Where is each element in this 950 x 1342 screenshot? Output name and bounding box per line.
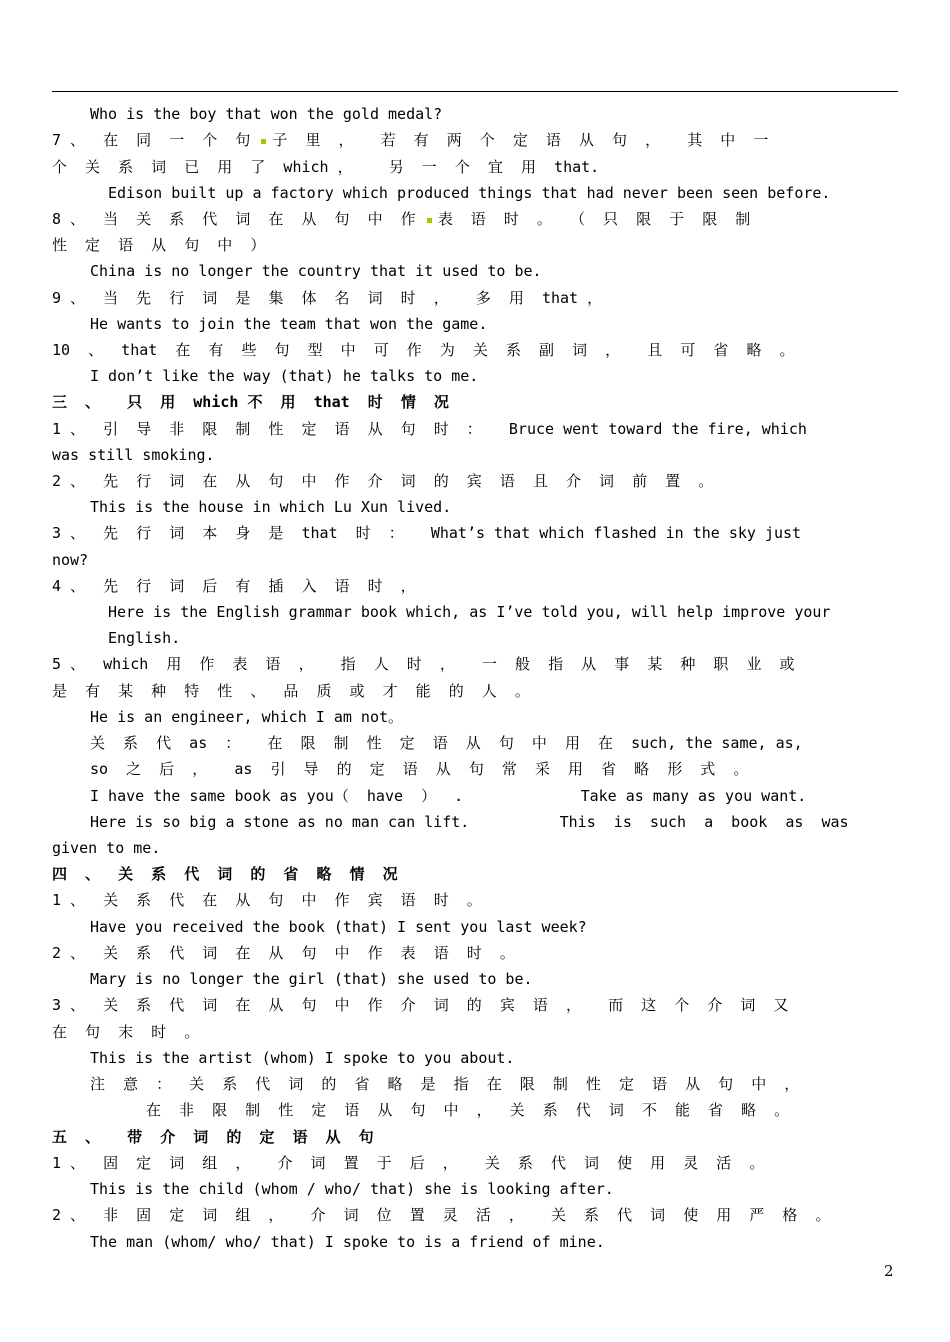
text-line [90,314,487,334]
line-text: Mary is no longer the girl (that) she used to be. [90,970,533,988]
text-line [52,209,750,229]
text-line [108,183,830,203]
text-line [52,550,88,570]
text-line [108,602,830,622]
text-line [52,654,795,674]
text-line [90,366,478,386]
text-line [52,838,160,858]
line-text-continued: 表 语 时 。 （ 只 限 于 限 制 [437,210,751,228]
line-text: Who is the boy that won the gold medal? [90,105,443,123]
line-text: 五 、 带 介 词 的 定 语 从 句 [52,1128,374,1146]
line-text: 是 有 某 种 特 性 、 品 质 或 才 能 的 人 。 [52,682,530,700]
line-text: 1 、 固 定 词 组 ， 介 词 置 于 后 ， 关 系 代 词 使 用 灵 活 。 [52,1154,765,1172]
line-text: Here is so big a stone as no man can lift. This is such a book as was [90,813,849,831]
line-text: 1 、 关 系 代 在 从 句 中 作 宾 语 时 。 [52,891,482,909]
text-line [52,1022,199,1042]
header-rule [52,91,898,92]
line-text: Have you received the book (that) I sent you last week? [90,918,587,936]
text-line [52,419,807,439]
line-text: 1 、 引 导 非 限 制 性 定 语 从 句 时 ： Bruce went toward the fire, which [52,420,807,438]
line-text-continued: 子 里 ， 若 有 两 个 定 语 从 句 ， 其 中 一 [272,131,769,149]
section-heading [52,864,398,884]
line-text: 8 、 当 关 系 代 词 在 从 句 中 作 [52,210,425,228]
line-text: 注 意 ： 关 系 代 词 的 省 略 是 指 在 限 制 性 定 语 从 句 中 ， [90,1075,800,1093]
line-text: He wants to join the team that won the game. [90,315,488,333]
line-text: Here is the English grammar book which, as I’ve told you, will help improve your [108,603,831,621]
line-text: He is an engineer, which I am not。 [90,708,404,726]
line-text: 在 句 末 时 。 [52,1023,200,1041]
text-line [146,1100,789,1120]
line-text: 3 、 先 行 词 本 身 是 that 时 ： What’s that which flashed in the sky just [52,524,802,542]
text-line [90,1179,614,1199]
line-text: This is the house in which Lu Xun lived. [90,498,452,516]
text-line [90,261,542,281]
text-line [90,1232,605,1252]
line-text: 个 关 系 词 已 用 了 which ， 另 一 个 宜 用 that. [52,158,600,176]
line-text: I have the same book as you（ have ） . Take as many as you want. [90,787,807,805]
line-text: This is the child (whom / who/ that) she is looking after. [90,1180,614,1198]
line-text: 在 非 限 制 性 定 语 从 句 中 ， 关 系 代 词 不 能 省 略 。 [146,1101,790,1119]
text-line [90,786,806,806]
text-line [52,235,265,255]
text-line [52,576,416,596]
text-line [52,943,515,963]
line-text: 2 、 先 行 词 在 从 句 中 作 介 词 的 宾 语 且 介 词 前 置 。 [52,472,714,490]
line-text: I don’t like the way (that) he talks to me. [90,367,479,385]
text-line [52,1153,764,1173]
line-text: 四 、 关 系 代 词 的 省 略 情 况 [52,865,398,883]
text-line [90,733,803,753]
text-line [90,104,442,124]
line-text: China is no longer the country that it used to be. [90,262,542,280]
text-line [90,969,533,989]
marker-dot-icon [427,218,432,223]
line-text: 5 、 which 用 作 表 语 ， 指 人 时 ， 一 般 指 从 事 某 种 职 业 或 [52,655,795,673]
line-text: The man (whom/ who/ that) I spoke to is a friend of mine. [90,1233,605,1251]
line-text: 2 、 关 系 代 词 在 从 句 中 作 表 语 时 。 [52,944,515,962]
line-text: was still smoking. [52,446,215,464]
line-text: so 之 后 ， as 引 导 的 定 语 从 句 常 采 用 省 略 形 式 。 [90,760,749,778]
line-text: 9 、 当 先 行 词 是 集 体 名 词 时 ， 多 用 that ， [52,289,603,307]
text-line [90,1048,514,1068]
text-line [52,130,768,150]
line-text: 4 、 先 行 词 后 有 插 入 语 时 ， [52,577,416,595]
line-text: This is the artist (whom) I spoke to you about. [90,1049,515,1067]
text-line [90,917,587,937]
text-line [52,1205,830,1225]
page-number: 2 [884,1262,894,1280]
text-line [52,995,788,1015]
line-text: 性 定 语 从 句 中 ） [52,236,266,254]
text-line [52,157,599,177]
text-line [52,471,713,491]
line-text: 2 、 非 固 定 词 组 ， 介 词 位 置 灵 活 ， 关 系 代 词 使 用 严 格 。 [52,1206,831,1224]
line-text: 7 、 在 同 一 个 句 [52,131,260,149]
text-line [90,759,748,779]
text-line [52,890,482,910]
marker-dot-icon [261,139,266,144]
section-heading [52,1127,374,1147]
text-line [108,628,180,648]
line-text: 10 、 that 在 有 些 句 型 中 可 作 为 关 系 副 词 ， 且 可 省 略 。 [52,341,795,359]
text-line [52,523,801,543]
line-text: 3 、 关 系 代 词 在 从 句 中 作 介 词 的 宾 语 ， 而 这 个 介 词 又 [52,996,789,1014]
text-line [52,340,795,360]
section-heading [52,392,449,412]
text-line [90,1074,799,1094]
text-line [90,812,849,832]
text-line [52,681,530,701]
line-text: English. [108,629,181,647]
text-line [90,707,403,727]
text-line [52,288,602,308]
line-text: 关 系 代 as ： 在 限 制 性 定 语 从 句 中 用 在 such, the same, as, [90,734,803,752]
line-text: given to me. [52,839,161,857]
line-text: 三 、 只 用 which 不 用 that 时 情 况 [52,393,449,411]
line-text: Edison built up a factory which produced things that had never been seen before. [108,184,831,202]
line-text: now? [52,551,89,569]
text-line [52,445,215,465]
text-line [90,497,451,517]
